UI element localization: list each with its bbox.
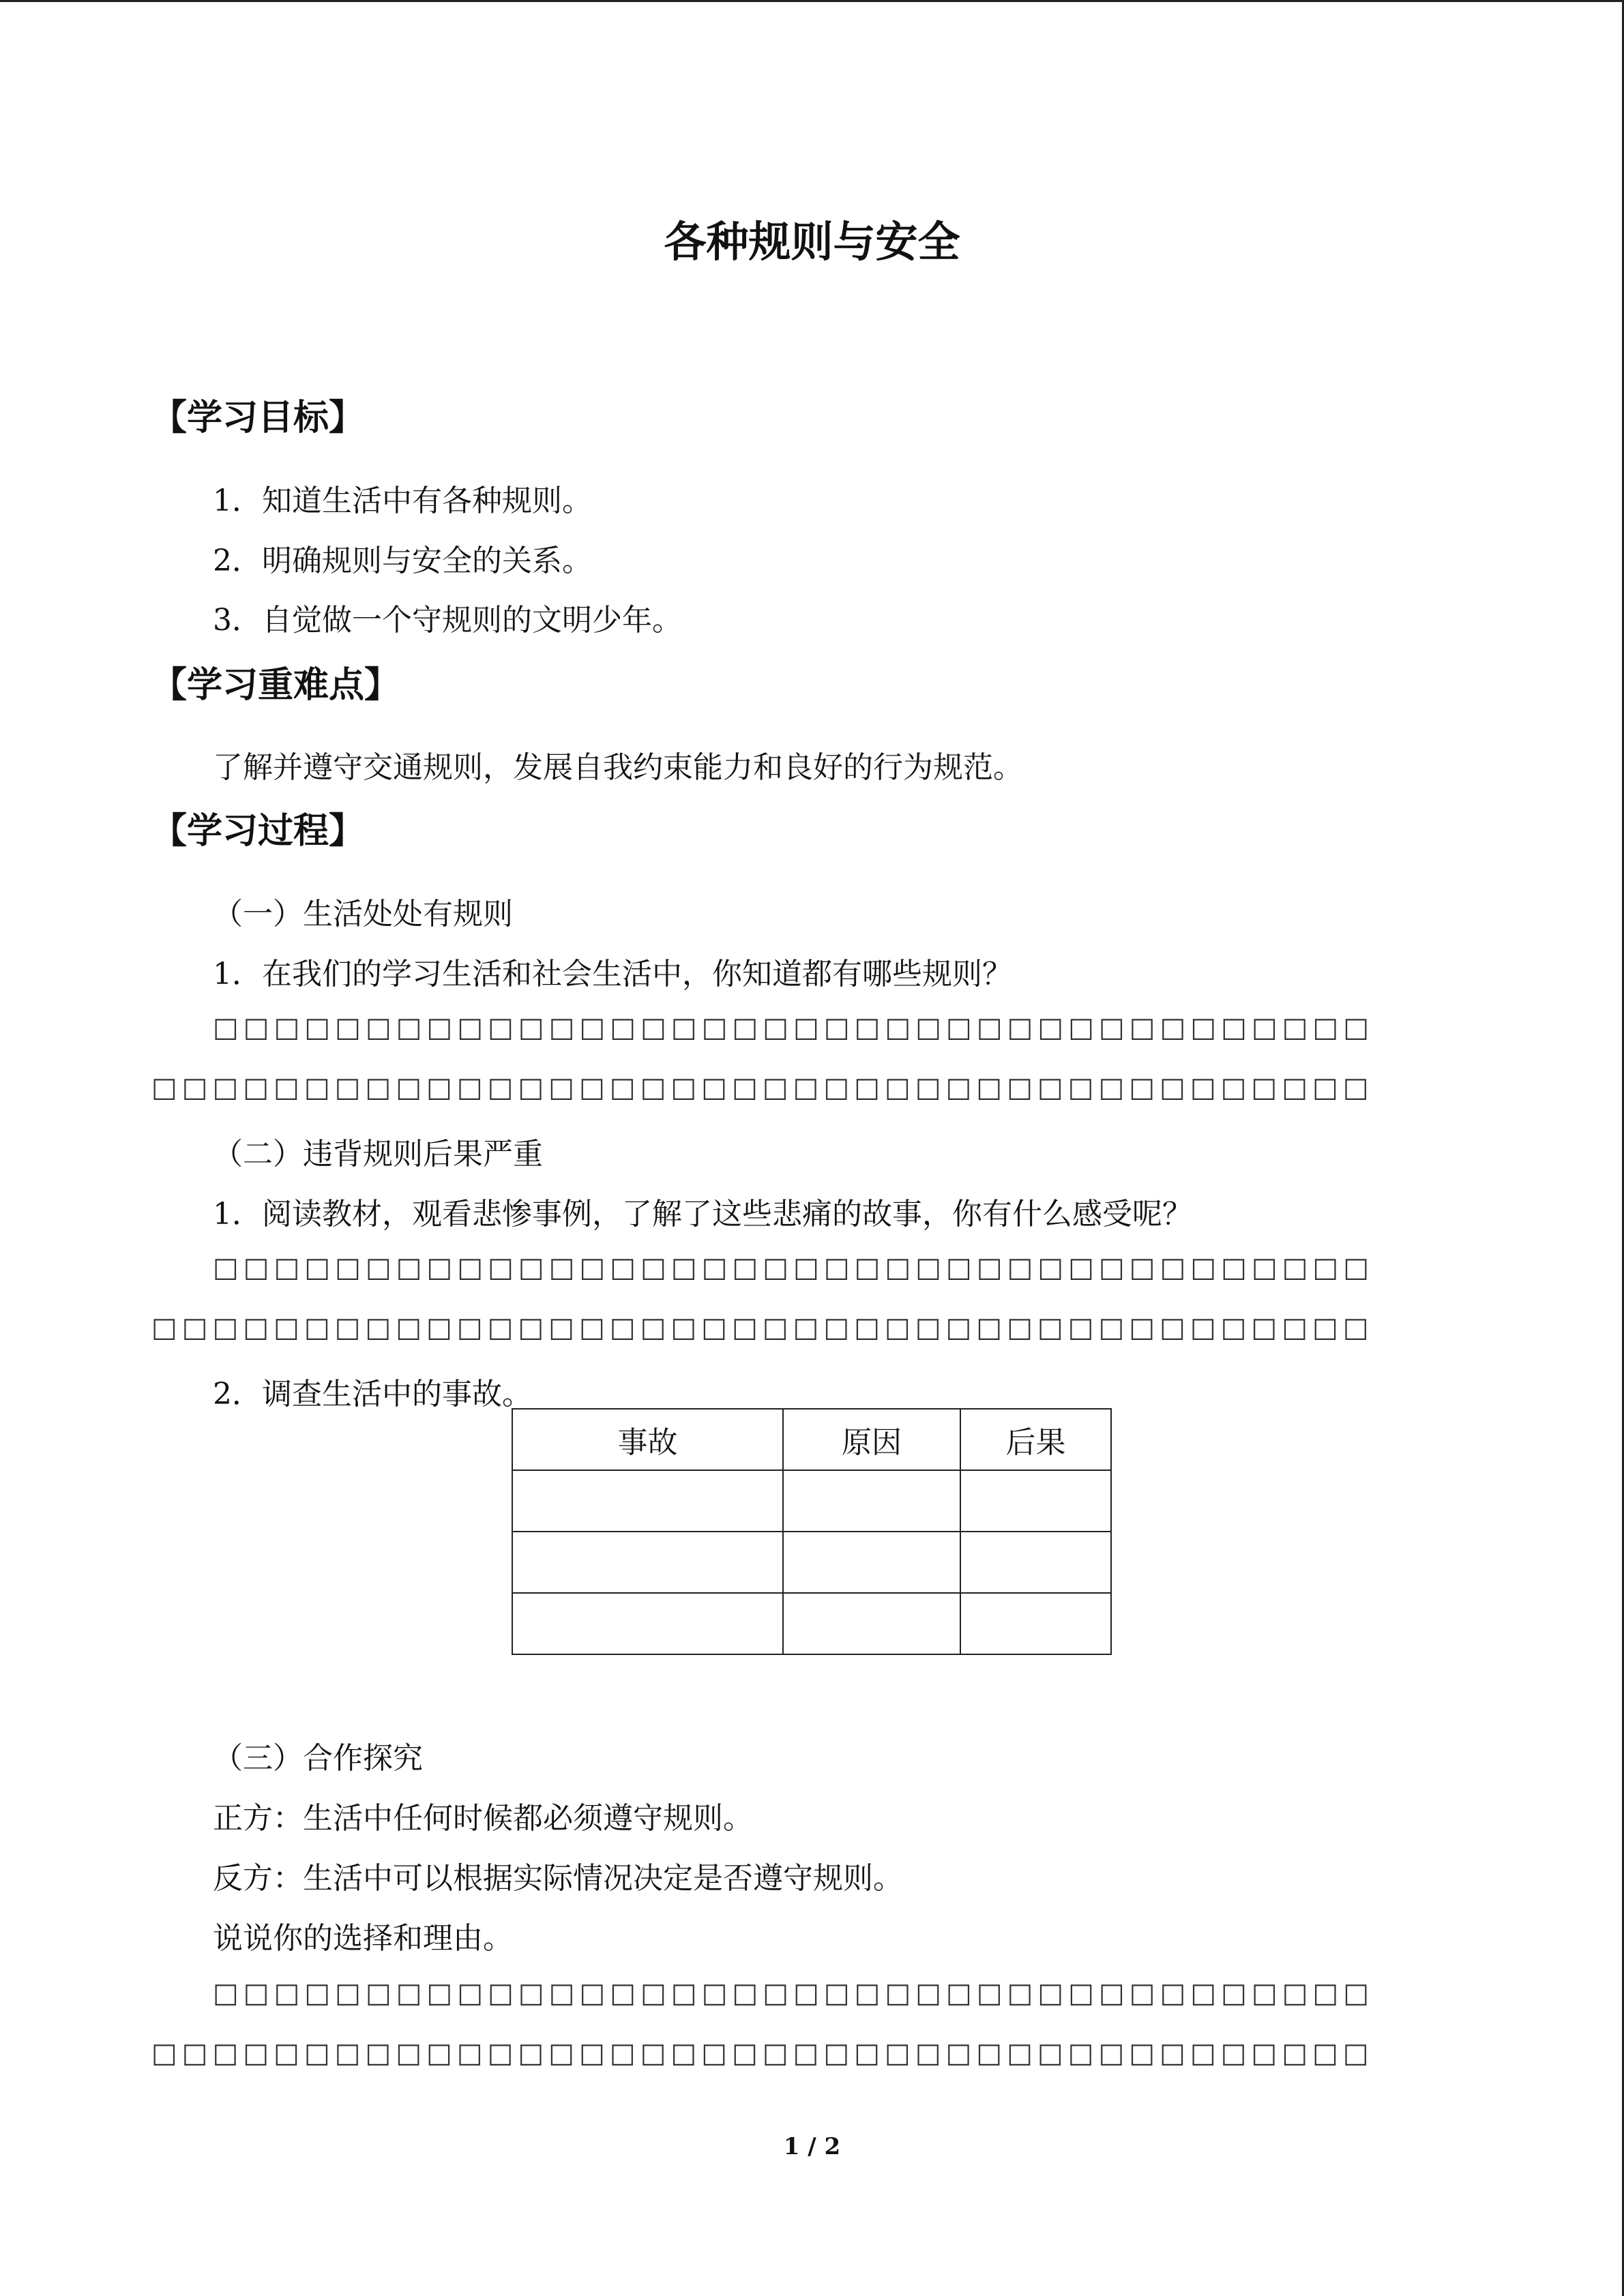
table-header-consequence: 后果 — [960, 1409, 1111, 1470]
table-row — [512, 1470, 1111, 1532]
pro-statement: 正方：生活中任何时候都必须遵守规则。 — [213, 1801, 753, 1836]
key-points-heading: 【学习重难点】 — [151, 665, 400, 706]
answer-line[interactable]: □□□□□□□□□□□□□□□□□□□□□□□□□□□□□□□□□□□□□□ — [213, 1012, 1374, 1043]
page-border-top — [0, 0, 1624, 2]
page-number: 1 / 2 — [783, 2133, 841, 2160]
objective-item: 1．知道生活中有各种规则。 — [213, 483, 592, 518]
table-cell[interactable] — [960, 1470, 1111, 1532]
answer-line[interactable]: □□□□□□□□□□□□□□□□□□□□□□□□□□□□□□□□□□□□□□ — [213, 1252, 1374, 1283]
table-cell[interactable] — [783, 1532, 960, 1593]
table-row — [512, 1532, 1111, 1593]
table-cell[interactable] — [783, 1470, 960, 1532]
objective-item: 3．自觉做一个守规则的文明少年。 — [213, 603, 682, 638]
answer-line[interactable]: □□□□□□□□□□□□□□□□□□□□□□□□□□□□□□□□□□□□□□□□ — [151, 1312, 1374, 1343]
part1-title: （一）生活处处有规则 — [213, 897, 513, 931]
part2-title: （二）违背规则后果严重 — [213, 1137, 543, 1172]
objective-item: 2．明确规则与安全的关系。 — [213, 543, 592, 578]
answer-line[interactable]: □□□□□□□□□□□□□□□□□□□□□□□□□□□□□□□□□□□□□□ — [213, 1978, 1374, 2009]
table-header-cause: 原因 — [783, 1409, 960, 1470]
process-heading: 【学习过程】 — [151, 811, 365, 852]
table-cell[interactable] — [512, 1532, 783, 1593]
part3-title: （三）合作探究 — [213, 1741, 423, 1776]
part2-question-2: 2．调查生活中的事故。 — [213, 1377, 532, 1412]
answer-line[interactable]: □□□□□□□□□□□□□□□□□□□□□□□□□□□□□□□□□□□□□□□□ — [151, 2038, 1374, 2069]
accident-survey-table — [512, 1408, 1112, 1655]
table-cell[interactable] — [960, 1593, 1111, 1654]
part1-question: 1．在我们的学习生活和社会生活中，你知道都有哪些规则？ — [213, 957, 1012, 992]
con-statement: 反方：生活中可以根据实际情况决定是否遵守规则。 — [213, 1861, 903, 1896]
table-cell[interactable] — [960, 1532, 1111, 1593]
key-points-text: 了解并遵守交通规则，发展自我约束能力和良好的行为规范。 — [213, 750, 1023, 785]
table-cell[interactable] — [512, 1593, 783, 1654]
table-cell[interactable] — [512, 1470, 783, 1532]
objectives-heading: 【学习目标】 — [151, 398, 365, 438]
table-cell[interactable] — [783, 1593, 960, 1654]
part2-question-1: 1．阅读教材，观看悲惨事例，了解了这些悲痛的故事，你有什么感受呢？ — [213, 1197, 1192, 1232]
table-header-row — [512, 1409, 1111, 1470]
table-row — [512, 1593, 1111, 1654]
page-title: 各种规则与安全 — [664, 217, 960, 267]
answer-line[interactable]: □□□□□□□□□□□□□□□□□□□□□□□□□□□□□□□□□□□□□□□□ — [151, 1072, 1374, 1103]
table-header-accident: 事故 — [512, 1409, 783, 1470]
part3-prompt: 说说你的选择和理由。 — [213, 1921, 513, 1956]
